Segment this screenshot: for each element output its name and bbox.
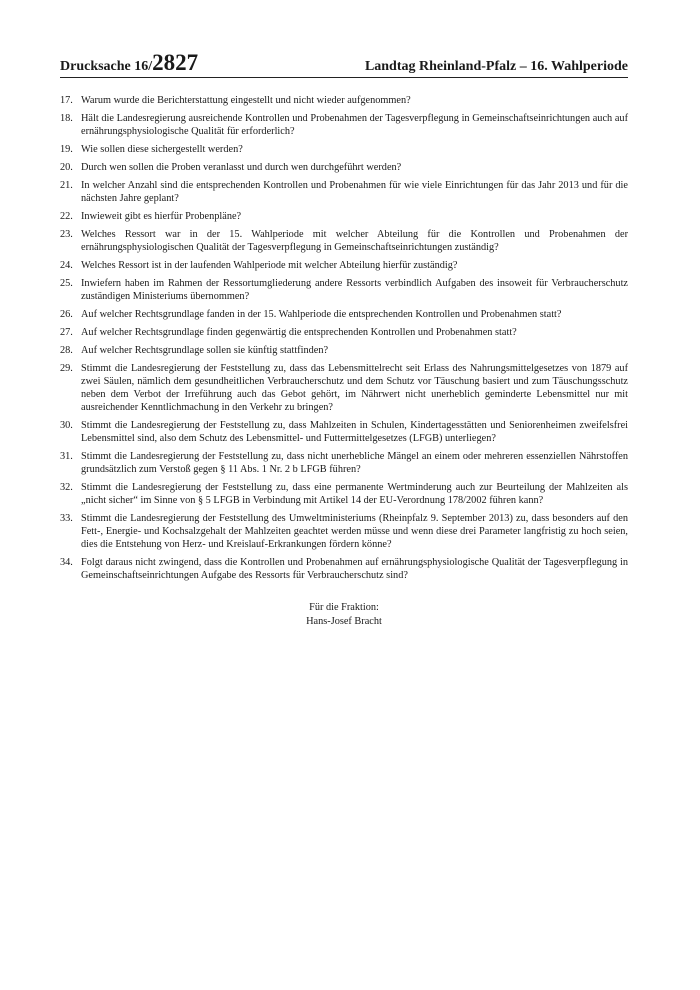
question-number: 24. <box>60 260 73 271</box>
question-number: 27. <box>60 327 73 338</box>
question-number: 32. <box>60 482 73 493</box>
question-number: 17. <box>60 95 73 106</box>
question-text: Auf welcher Rechtsgrundlage sollen sie künftig stattfinden? <box>81 345 329 356</box>
question-item <box>60 362 628 414</box>
question-number: 33. <box>60 513 73 524</box>
signature-block <box>60 601 628 629</box>
document-number: 2827 <box>152 50 199 75</box>
question-text: Wie sollen diese sichergestellt werden? <box>81 144 243 155</box>
document-prefix: Drucksache 16/ <box>60 59 153 74</box>
question-item <box>60 143 628 156</box>
question-item <box>60 344 628 357</box>
question-text: Durch wen sollen die Proben veranlasst und durch wen durchgeführt werden? <box>81 162 402 173</box>
question-number: 21. <box>60 180 73 191</box>
question-text: Hält die Landesregierung ausreichende Kontrollen und Probenahmen der Tagesverpflegung in Gemeinschaftseinrichtungen auch auf ernährungsphysiologische Qualität für erforderlich? <box>81 113 628 137</box>
question-item <box>60 450 628 476</box>
question-text: In welcher Anzahl sind die entsprechenden Kontrollen und Probenahmen für wie viele Einrichtungen für das Jahr 2013 und für die nächsten Jahre geplant? <box>81 180 628 204</box>
question-text: Welches Ressort war in der 15. Wahlperiode mit welcher Abteilung für die Kontrollen und Probenahmen der ernährungsphysiologischen Qualität der Tagesverpflegung in Gemeinschaftseinrichtungen zuständig? <box>81 229 628 253</box>
question-text: Auf welcher Rechtsgrundlage fanden in der 15. Wahlperiode die entsprechenden Kontrollen und Probenahmen statt? <box>81 309 562 320</box>
page-header <box>60 44 628 78</box>
question-text: Auf welcher Rechtsgrundlage finden gegenwärtig die entsprechenden Kontrollen und Probenahmen statt? <box>81 327 517 338</box>
document-id <box>60 51 198 74</box>
question-text: Inwieweit gibt es hierfür Probenpläne? <box>81 211 242 222</box>
question-text: Inwiefern haben im Rahmen der Ressortumgliederung andere Ressorts verbindlich Aufgaben des insoweit für Verbraucherschutz zuständigen Ministeriums übernommen? <box>81 278 628 302</box>
question-item <box>60 308 628 321</box>
question-text: Warum wurde die Berichterstattung eingestellt und nicht wieder aufgenommen? <box>81 95 411 106</box>
question-number: 20. <box>60 162 73 173</box>
question-number: 22. <box>60 211 73 222</box>
question-text: Stimmt die Landesregierung der Feststellung zu, dass das Lebensmittelrecht seit Erlass des Nahrungsmittelgesetzes von 1879 auf zwei Säulen, nämlich dem gesundheitlichen Verbraucherschutz und dem Schutz vor Täuschung basiert und zum Täuschungsschutz neben dem Verbot der Irreführung auch das Gebot gehört, im Nährwert nicht unerheblich geminderte Lebensmittel nur mit ausreichender Kenntlichmachung in den Verkehr zu bringen? <box>81 363 628 413</box>
question-number: 19. <box>60 144 73 155</box>
question-text: Welches Ressort ist in der laufenden Wahlperiode mit welcher Abteilung hierfür zuständig? <box>81 260 458 271</box>
question-text: Stimmt die Landesregierung der Feststellung zu, dass eine permanente Wertminderung auch zur Beurteilung der Mahlzeiten als „nicht sicher“ im Sinne von § 5 LFGB in Verbindung mit Artikel 14 der EU-Verordnung 178/2002 führen kann? <box>81 482 628 506</box>
parliament-period: Landtag Rheinland-Pfalz – 16. Wahlperiode <box>364 59 628 74</box>
question-item <box>60 277 628 303</box>
question-list <box>60 94 628 587</box>
question-item <box>60 228 628 254</box>
question-number: 23. <box>60 229 73 240</box>
question-number: 29. <box>60 363 73 374</box>
question-text: Stimmt die Landesregierung der Feststellung zu, dass nicht unerhebliche Mängel an einem oder mehreren essenziellen Nährstoffen grundsätzlich zum Verstoß gegen § 11 Abs. 1 Nr. 2 b LFGB führen? <box>81 451 628 475</box>
question-number: 31. <box>60 451 73 462</box>
question-item <box>60 94 628 107</box>
question-text: Stimmt die Landesregierung der Feststellung des Umweltministeriums (Rheinpfalz 9. September 2013) zu, dass besonders auf den Fett-, Energie- und Kochsalzgehalt der Mahlzeiten geachtet werden müsse und wenn diese drei Parameter langfristig zu hoch seien, dies die Entstehung von Herz- und Kreislauf-Erkrankungen fördern könne? <box>81 513 628 550</box>
question-number: 18. <box>60 113 73 124</box>
question-number: 25. <box>60 278 73 289</box>
question-text: Stimmt die Landesregierung der Feststellung zu, dass Mahlzeiten in Schulen, Kindertagesstätten und Seniorenheimen zweifelsfrei Lebensmittel sind, also dem Schutz des Lebensmittel- und Futtermittelgesetzes (LFGB) unterliegen? <box>81 420 628 444</box>
question-item <box>60 259 628 272</box>
signature-faction-line: Für die Fraktion: <box>309 602 379 613</box>
question-number: 30. <box>60 420 73 431</box>
question-item <box>60 179 628 205</box>
question-number: 34. <box>60 557 73 568</box>
question-item <box>60 512 628 551</box>
question-item <box>60 326 628 339</box>
question-item <box>60 481 628 507</box>
question-text: Folgt daraus nicht zwingend, dass die Kontrollen und Probenahmen auf ernährungsphysiologische Qualität der Tagesverpflegung in Gemeinschaftseinrichtungen Aufgabe des Ressorts für Verbraucherschutz sind? <box>81 557 628 581</box>
question-number: 26. <box>60 309 73 320</box>
question-number: 28. <box>60 345 73 356</box>
question-item <box>60 556 628 582</box>
question-item <box>60 161 628 174</box>
question-item <box>60 112 628 138</box>
question-item <box>60 419 628 445</box>
signature-name: Hans-Josef Bracht <box>306 616 382 627</box>
question-item <box>60 210 628 223</box>
